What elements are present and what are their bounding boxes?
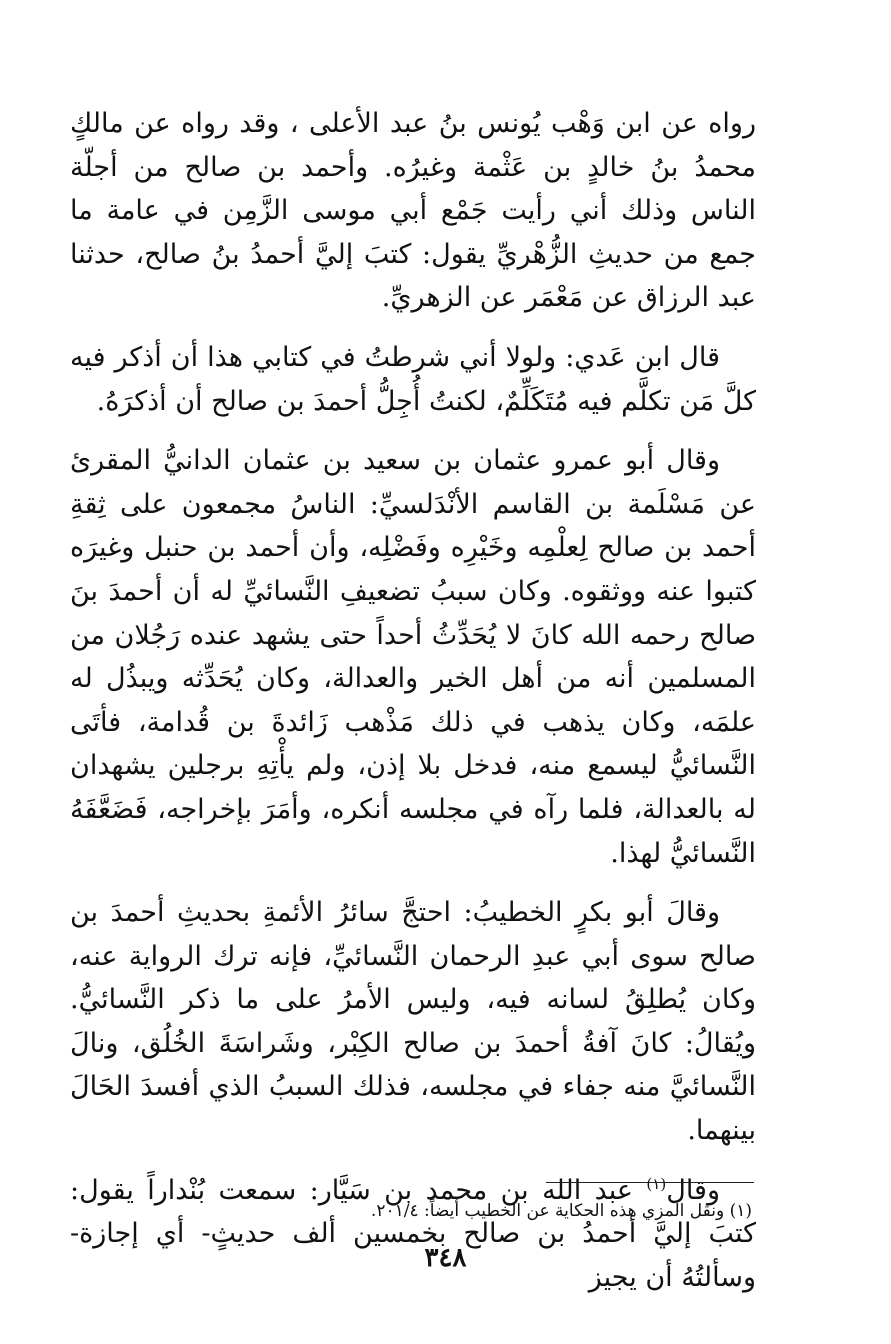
- paragraph-1: رواه عن ابن وَهْب يُونس بنُ عبد الأعلى ، وقد رواه عن مالكٍ محمدُ بنُ خالدٍ بن عَثْمة وغيرُه. وأحمد بن صالح من أجلّة الناس وذلك أني رأيت جَمْع أبي موسى الزَّمِن في عامة ما جمع من حديثِ الزُّهْريِّ يقول: كتبَ إليَّ أحمدُ بنُ صالح، حدثنا عبد الرزاق عن مَعْمَر عن الزهريِّ.: [70, 108, 756, 314]
- footnote-reference: (١): [646, 1174, 667, 1193]
- page-number: ٣٤٨: [424, 1243, 467, 1273]
- body-text: [70, 102, 756, 1299]
- paragraph-5-rest: عبد الله بن محمد بن سَيَّار: سمعت بُنْداراً يقول: كتبَ إليَّ أحمدُ بن صالح بخمسين ألف حديثٍ- أي إجازة- وسألتُهُ أن يجيز: [70, 1174, 756, 1293]
- paragraph-4: وقالَ أبو بكرٍ الخطيبُ: احتجَّ سائرُ الأئمةِ بحديثِ أحمدَ بن صالح سوى أبي عبدِ الرحمان النَّسائيِّ، فإنه ترك الرواية عنه، وكان يُطلِقُ لسانه فيه، وليس الأمرُ على ما ذكر النَّسائيُّ. ويُقالُ: كانَ آفةُ أحمدَ بن صالح الكِبْر، وشَراسَةَ الخُلُق، ونالَ النَّسائيَّ منه جفاء في مجلسه، فذلك السببُ الذي أفسدَ الحَالَ بينهما.: [70, 897, 756, 1147]
- paragraph-3: وقال أبو عمرو عثمان بن سعيد بن عثمان الدانيُّ المقرئ عن مَسْلَمة بن القاسم الأنْدَلسيِّ: الناسُ مجمعون على ثِقةِ أحمد بن صالح لِعلْمِه وخَيْرِه وفَضْلِه، وأن أحمد بن حنبل وغيرَه كتبوا عنه ووثقوه. وكان سببُ تضعيفِ النَّسائيِّ له أن أحمدَ بنَ صالح رحمه الله كانَ لا يُحَدِّثُ أحداً حتى يشهد عنده رَجُلان من المسلمين أنه من أهل الخير والعدالة، وكان يُحَدِّثه ويبذُل له علمَه، وكان يذهب في ذلك مَذْهب زَائدةَ بن قُدامة، فأتَى النَّسائيُّ ليسمع منه، فدخل بلا إذن، ولم يأْتِهِ برجلين يشهدان له بالعدالة، فلما رآه في مجلسه أنكره، وأمَرَ بإخراجه، فَضَعَّفَهُ النَّسائيُّ لهذا.: [70, 445, 756, 869]
- paragraph-5: [70, 1169, 756, 1300]
- footnote: (١) ونقل المزي هذه الحكاية عن الخطيب أيضاً: ٢٠١/٤.: [370, 1201, 752, 1221]
- footnote-divider: [546, 1182, 754, 1183]
- paragraph-5-start: وقال: [666, 1174, 720, 1206]
- paragraph-2: قال ابن عَدي: ولولا أني شرطتُ في كتابي هذا أن أذكر فيه كلَّ مَن تكلَّم فيه مُتَكَلِّمٌ، لكنتُ أُجِلُّ أحمدَ بن صالح أن أذكرَهُ.: [70, 341, 756, 417]
